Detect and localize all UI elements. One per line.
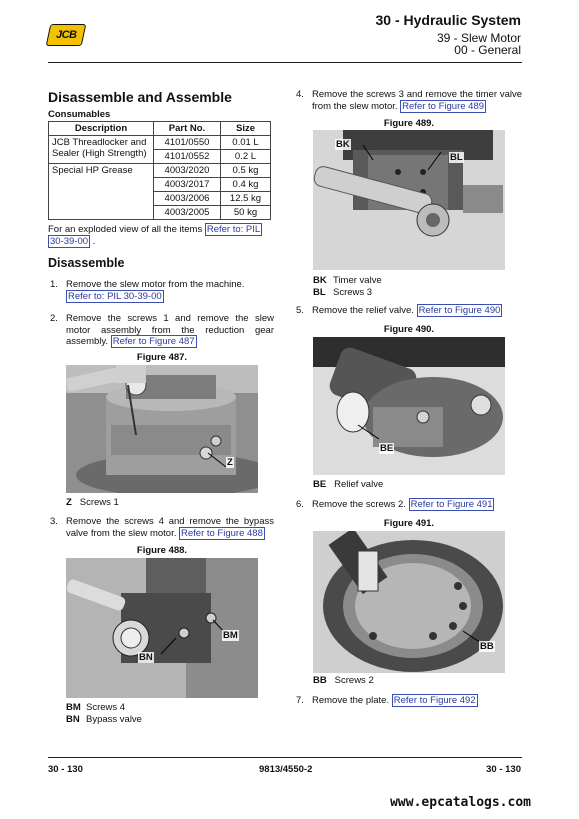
legend-row bbox=[313, 287, 382, 299]
figure-487-photo bbox=[66, 365, 258, 493]
callout-bk: BK bbox=[336, 139, 350, 150]
section-title: 30 - Hydraulic System bbox=[375, 12, 521, 28]
table-cell-size: 0.4 kg bbox=[221, 178, 271, 192]
legend-value: Relief valve bbox=[334, 479, 384, 490]
legend-value: Screws 1 bbox=[79, 497, 119, 508]
step-number: 3. bbox=[50, 516, 58, 527]
table-row bbox=[49, 164, 271, 178]
step-number: 7. bbox=[296, 695, 304, 706]
callout-bm: BM bbox=[223, 630, 238, 641]
step-number: 1. bbox=[50, 279, 58, 290]
table-cell-part: 4101/0550 bbox=[154, 136, 221, 150]
document-number: 9813/4550-2 bbox=[259, 764, 313, 775]
step-number: 2. bbox=[50, 313, 58, 324]
page-number-right: 30 - 130 bbox=[486, 764, 521, 775]
step-1-ref-link[interactable]: Refer to: PIL 30-39-00 bbox=[68, 290, 162, 302]
table-cell-size: 0.2 L bbox=[221, 150, 271, 164]
figure-489-caption: Figure 489. bbox=[383, 118, 435, 129]
legend-key: BN bbox=[66, 713, 80, 725]
step-4-ref-link[interactable]: Refer to Figure 489 bbox=[402, 100, 485, 112]
step-7-text: Remove the plate. bbox=[312, 695, 390, 706]
legend-value: Screws 2 bbox=[334, 675, 374, 686]
step-1-text: Remove the slew motor from the machine. bbox=[66, 279, 245, 290]
bypass-valve-photo-488 bbox=[66, 558, 258, 698]
step-number: 4. bbox=[296, 89, 304, 100]
step-7 bbox=[296, 695, 522, 707]
step-2 bbox=[50, 313, 274, 349]
legend-value: Screws 4 bbox=[86, 702, 126, 713]
exploded-view-note bbox=[48, 224, 274, 247]
legend-row bbox=[66, 702, 142, 714]
legend-value: Screws 3 bbox=[333, 286, 373, 298]
step-text bbox=[312, 89, 522, 112]
table-cell-desc: Special HP Grease bbox=[49, 164, 154, 220]
figure-491-legend bbox=[313, 675, 374, 687]
timer-valve-photo-489 bbox=[313, 130, 505, 270]
callout-bb: BB bbox=[480, 641, 494, 652]
step-2-ref-link[interactable]: Refer to Figure 487 bbox=[112, 336, 195, 347]
step-number: 5. bbox=[296, 305, 304, 316]
figure-489-legend bbox=[313, 275, 382, 298]
step-5 bbox=[296, 305, 522, 317]
callout-be: BE bbox=[380, 443, 394, 454]
col-description: Description bbox=[49, 122, 154, 136]
legend-row bbox=[66, 714, 142, 726]
footer-rule bbox=[48, 757, 522, 758]
table-cell-size: 12.5 kg bbox=[221, 192, 271, 206]
step-1 bbox=[50, 279, 274, 305]
callout-bl: BL bbox=[450, 152, 463, 163]
table-cell-size: 50 kg bbox=[221, 206, 271, 220]
legend-row bbox=[313, 275, 382, 287]
step-2-text: Remove the screws 1 and remove the slew motor assembly from the reduction gear assembly. bbox=[66, 313, 274, 347]
subsection-title: 39 - Slew Motor bbox=[436, 31, 521, 45]
step-6-text: Remove the screws 2. bbox=[312, 499, 406, 510]
col-part-no: Part No. bbox=[154, 122, 221, 136]
col-size: Size bbox=[221, 122, 271, 136]
relief-valve-photo-490 bbox=[313, 337, 505, 475]
figure-489-photo bbox=[313, 130, 505, 270]
figure-491-photo bbox=[313, 531, 505, 673]
table-cell-part: 4003/2020 bbox=[154, 164, 221, 178]
step-text bbox=[66, 516, 274, 539]
step-text bbox=[66, 279, 274, 302]
jcb-logo bbox=[46, 24, 87, 46]
page-heading: Disassemble and Assemble bbox=[48, 89, 232, 105]
step-number: 6. bbox=[296, 499, 304, 510]
step-text bbox=[312, 499, 522, 511]
plate-screws-photo-491 bbox=[313, 531, 505, 673]
figure-491-caption: Figure 491. bbox=[383, 518, 435, 529]
step-text bbox=[66, 313, 274, 348]
header-rule bbox=[48, 62, 522, 63]
legend-value: Timer valve bbox=[333, 275, 382, 286]
table-cell-desc: JCB Threadlocker and Sealer (High Strength) bbox=[49, 136, 154, 164]
legend-key: BE bbox=[313, 479, 327, 490]
exploded-end: . bbox=[92, 235, 96, 247]
step-6-ref-link[interactable]: Refer to Figure 491 bbox=[410, 499, 493, 510]
step-3 bbox=[50, 516, 274, 540]
exploded-ref-link-a[interactable]: Refer to: PIL bbox=[206, 224, 261, 235]
figure-488-photo bbox=[66, 558, 258, 698]
table-cell-part: 4101/0552 bbox=[154, 150, 221, 164]
legend-value: Bypass valve bbox=[86, 713, 142, 725]
figure-490-legend bbox=[313, 479, 383, 491]
legend-key: BM bbox=[66, 702, 81, 713]
exploded-ref-link-b[interactable]: 30-39-00 bbox=[50, 235, 89, 247]
step-7-ref-link[interactable]: Refer to Figure 492 bbox=[393, 695, 476, 706]
step-4 bbox=[296, 89, 522, 113]
consumables-label: Consumables bbox=[48, 109, 111, 120]
step-text bbox=[312, 695, 522, 707]
slew-motor-photo-487 bbox=[66, 365, 258, 493]
logo-text: JCB bbox=[55, 29, 77, 41]
table-header-row bbox=[49, 122, 271, 136]
subsection-general: 00 - General bbox=[454, 43, 521, 57]
callout-z: Z bbox=[227, 457, 233, 468]
page-number-left: 30 - 130 bbox=[48, 764, 83, 775]
table-cell-part: 4003/2005 bbox=[154, 206, 221, 220]
table-cell-part: 4003/2017 bbox=[154, 178, 221, 192]
disassemble-heading: Disassemble bbox=[48, 256, 125, 270]
table-cell-size: 0.01 L bbox=[221, 136, 271, 150]
watermark: www.epcatalogs.com bbox=[390, 795, 531, 810]
step-text bbox=[312, 305, 522, 317]
legend-key: BL bbox=[313, 286, 326, 298]
figure-488-legend bbox=[66, 702, 142, 725]
exploded-text: For an exploded view of all the items bbox=[48, 224, 203, 235]
figure-488-caption: Figure 488. bbox=[136, 545, 188, 556]
step-3-text: Remove the screws 4 and remove the bypass valve from the slew motor. bbox=[66, 516, 274, 539]
step-5-ref-link[interactable]: Refer to Figure 490 bbox=[418, 305, 501, 316]
step-3-ref-link[interactable]: Refer to Figure 488 bbox=[181, 527, 263, 539]
callout-bn: BN bbox=[139, 652, 153, 663]
figure-490-caption: Figure 490. bbox=[383, 324, 435, 335]
legend-key: BB bbox=[313, 675, 327, 686]
table-row bbox=[49, 136, 271, 150]
legend-key: BK bbox=[313, 275, 327, 286]
figure-490-photo bbox=[313, 337, 505, 475]
legend-key: Z bbox=[66, 497, 72, 508]
step-5-text: Remove the relief valve. bbox=[312, 305, 414, 316]
table-cell-size: 0.5 kg bbox=[221, 164, 271, 178]
table-cell-part: 4003/2006 bbox=[154, 192, 221, 206]
figure-487-legend bbox=[66, 497, 119, 509]
consumables-table bbox=[48, 121, 271, 220]
step-6 bbox=[296, 499, 522, 511]
step-4-text: Remove the screws 3 and remove the timer valve from the slew motor. bbox=[312, 89, 522, 112]
figure-487-caption: Figure 487. bbox=[136, 352, 188, 363]
